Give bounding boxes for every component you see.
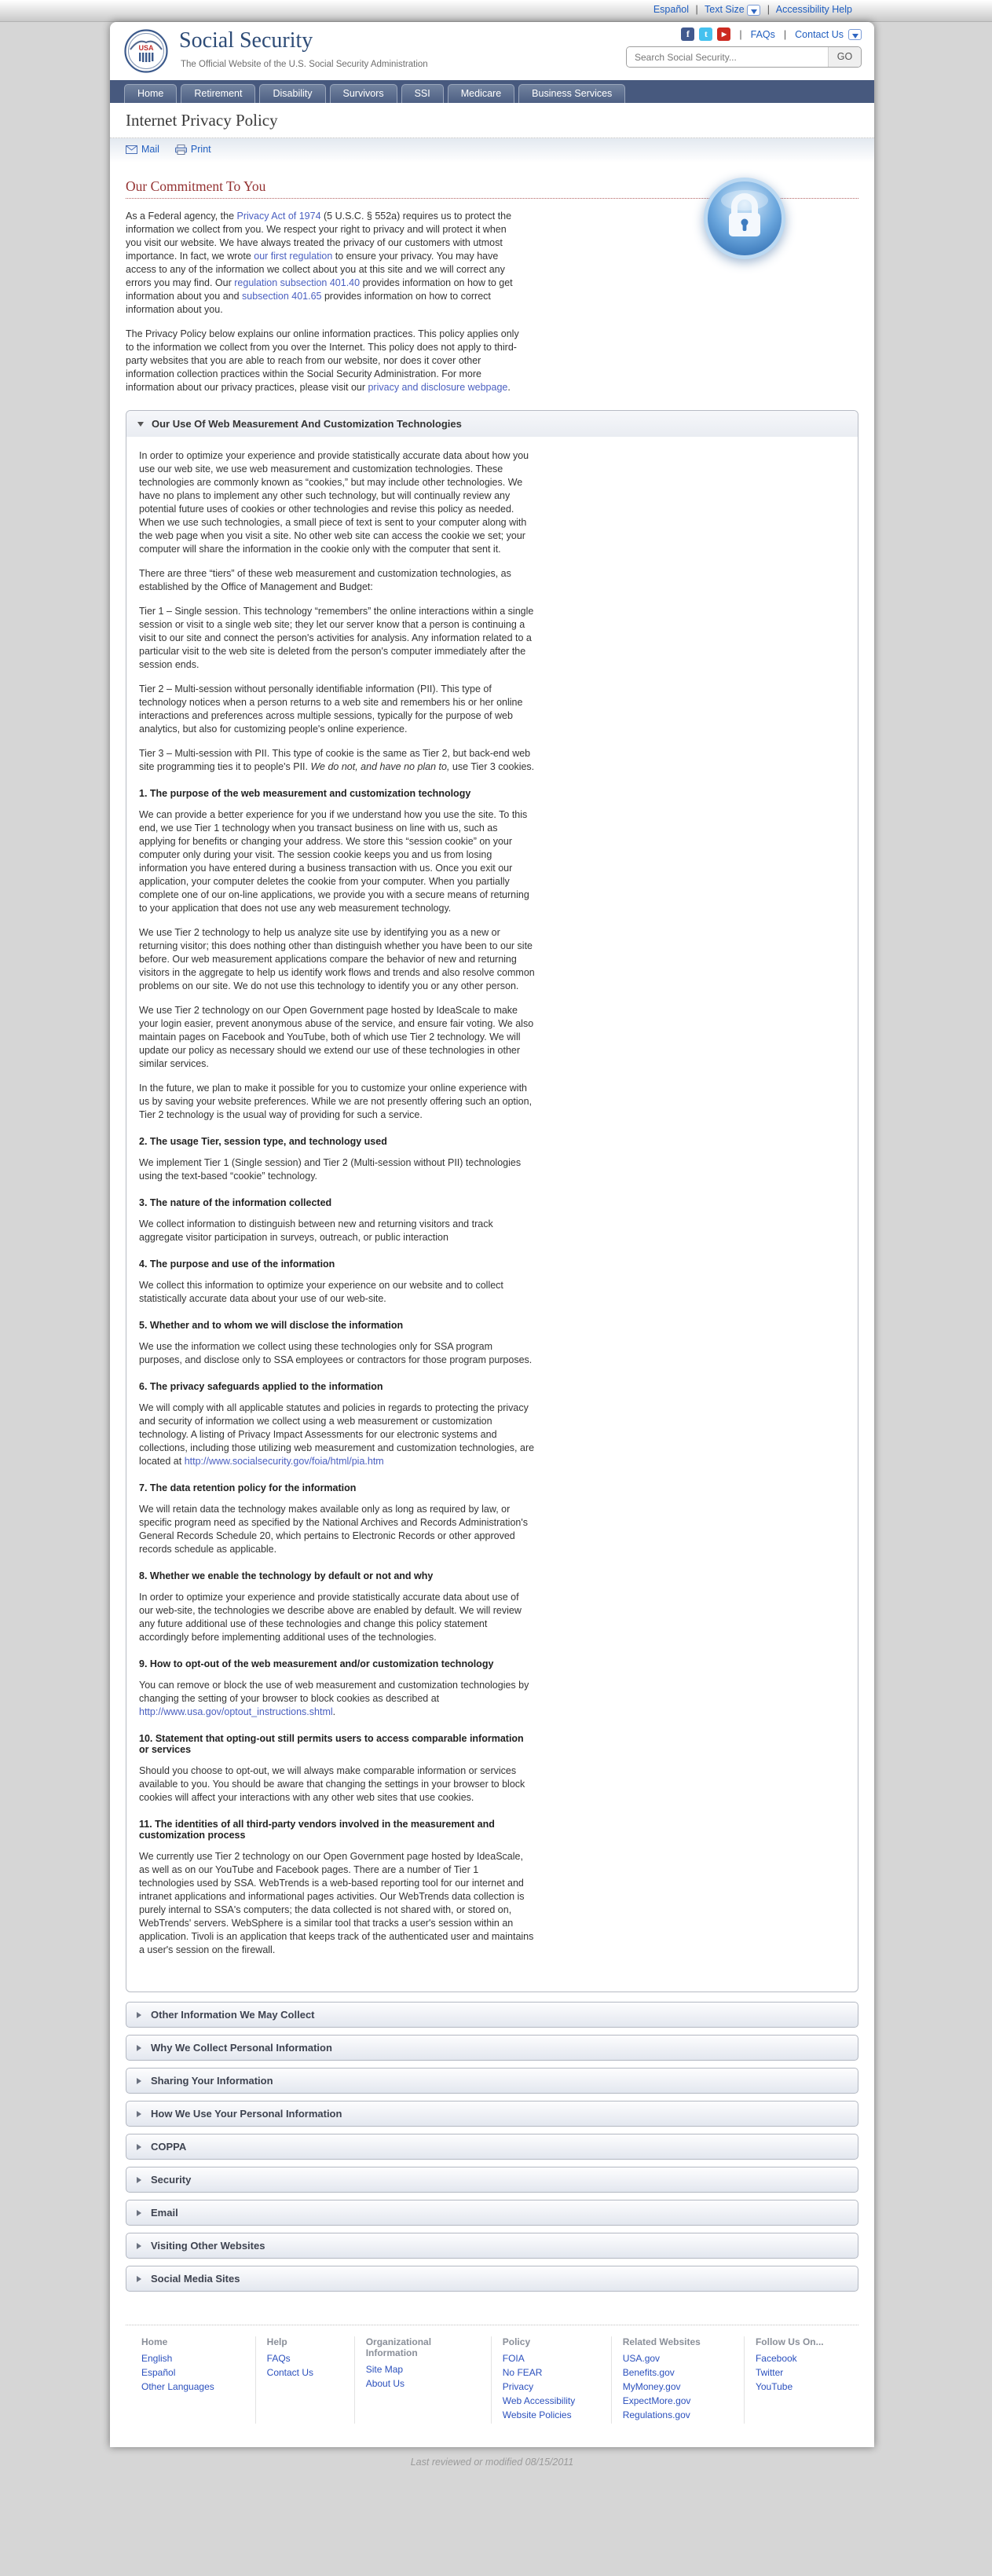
policy-paragraph xyxy=(139,808,536,915)
nav-tab-home[interactable]: Home xyxy=(124,84,177,103)
nav-tab-medicare[interactable]: Medicare xyxy=(448,84,514,103)
separator: | xyxy=(695,4,698,15)
policy-paragraph xyxy=(139,605,536,672)
policy-section-heading: 5. Whether and to whom we will disclose the information xyxy=(139,1320,404,1331)
footer-link-other-languages[interactable]: Other Languages xyxy=(141,2381,214,2392)
text-run: We do not, and have no plan to, xyxy=(310,761,450,772)
separator: | xyxy=(739,28,742,40)
accordion-item-coppa[interactable] xyxy=(126,2134,858,2160)
footer-link-twitter[interactable]: Twitter xyxy=(755,2367,784,2378)
text-run: to ensure your privacy. You may have access to any of the information we collect about you at this site and we will correct any errors you may find. Our xyxy=(126,251,505,288)
policy-section-heading: 6. The privacy safeguards applied to the information xyxy=(139,1381,383,1392)
footer-column xyxy=(354,2336,491,2424)
nav-tab-disability[interactable]: Disability xyxy=(259,84,325,103)
footer-column xyxy=(744,2336,843,2424)
footer-column-heading: Related Websites xyxy=(622,2336,701,2347)
footer-link-foia[interactable]: FOIA xyxy=(502,2353,525,2364)
mail-icon xyxy=(126,145,137,154)
accordion-title: Our Use Of Web Measurement And Customization Technologies xyxy=(152,418,462,430)
text-size-link[interactable]: Text Size xyxy=(705,4,745,15)
text-run: use Tier 3 cookies. xyxy=(449,761,535,772)
svg-text:USA: USA xyxy=(138,44,154,52)
text-size-dropdown-icon[interactable] xyxy=(747,5,760,16)
twitter-icon[interactable]: t xyxy=(699,27,712,41)
footer-link-usa-gov[interactable]: USA.gov xyxy=(622,2353,661,2364)
top-links xyxy=(110,0,874,16)
policy-paragraph xyxy=(139,1764,536,1805)
padlock-icon xyxy=(703,177,786,260)
text-run: In the future, we plan to make it possible for you to customize your online experience with us by saving your website preferences. While we are not presently offering such an option, Tier 2 technology is the usual way of providing for such a service. xyxy=(139,1083,533,1120)
accordion-label: Email xyxy=(151,2207,178,2219)
mail-label: Mail xyxy=(141,144,159,155)
text-run: The Privacy Policy below explains our online information practices. This policy applies only to the information we collect from you over the Internet. This policy does not apply to third-party websites that you are able to reach from our website, nor does it cover other information collection practices within the Social Security Administration. For more information about our privacy practices, please visit our xyxy=(126,328,519,393)
accordion-item-sharing-your-information[interactable] xyxy=(126,2068,858,2094)
footer-column xyxy=(141,2336,255,2424)
site-footer xyxy=(126,2325,858,2447)
text-run: (5 U.S.C. § 552a) requires us to protect the information we collect from you. We respect your right to privacy and will protect it when you visit our website. We have always treated the privacy of our customers with utmost importance. In fact, we wrote xyxy=(126,211,512,262)
accordion-label: Other Information We May Collect xyxy=(151,2009,315,2021)
text-run: We collect information to distinguish between new and returning visitors and track aggregate visitor participation in surveys, outreach, or public interaction xyxy=(139,1218,493,1243)
last-reviewed-text: Last reviewed or modified 08/15/2011 xyxy=(410,2457,574,2468)
text-run: In order to optimize your experience and provide statistically accurate data about how you use our web site, we use web measurement and customization technologies. These technologies are commonly known as “cookies,” but may include other technologies. We have no plans to implement any other such technology, but will continually review any potential future uses of cookies or other technologies and revise this policy as needed. xyxy=(139,450,529,515)
text-run: We use Tier 2 technology on our Open Government page hosted by IdeaScale to make your login easier, prevent anonymous abuse of the service, and ensure fair voting. We also maintain pages on Facebook and YouTube, both of which use Tier 2 technology. We will update our policy as necessary should we extend our use of these technologies in other similar services. xyxy=(139,1005,534,1069)
policy-section-heading: 8. Whether we enable the technology by default or not and why xyxy=(139,1570,434,1581)
triangle-down-icon xyxy=(137,422,144,427)
text-run: We implement Tier 1 (Single session) and Tier 2 (Multi-session without PII) technologies using the text-based “cookie” technology. xyxy=(139,1157,522,1182)
site-subtitle: The Official Website of the U.S. Social Security Administration xyxy=(181,60,428,69)
footer-link-no-fear[interactable]: No FEAR xyxy=(502,2367,543,2378)
policy-paragraph xyxy=(139,449,536,556)
inline-link[interactable]: regulation subsection 401.40 xyxy=(234,277,361,288)
accordion-item-visiting-other-websites[interactable] xyxy=(126,2233,858,2259)
text-run: . xyxy=(332,1706,336,1717)
policy-paragraph xyxy=(139,1082,536,1122)
text-run: We use the information we collect using these technologies only for SSA program purposes, and disclose only to SSA employees or contractors for those program purposes. xyxy=(139,1341,533,1365)
policy-paragraph xyxy=(139,567,536,594)
footer-link-facebook[interactable]: Facebook xyxy=(755,2353,797,2364)
policy-section-heading: 1. The purpose of the web measurement and customization technology xyxy=(139,788,471,799)
text-run: We collect this information to optimize your experience on our website and to collect statistically accurate data about your use of our web-site. xyxy=(139,1280,503,1304)
footer-column-heading: Help xyxy=(266,2336,287,2347)
policy-paragraph xyxy=(139,1004,536,1071)
policy-paragraph xyxy=(139,926,536,993)
footer-link-regulations-gov[interactable]: Regulations.gov xyxy=(622,2409,690,2420)
footer-link-website-policies[interactable]: Website Policies xyxy=(502,2409,572,2420)
search-go-button[interactable]: GO xyxy=(828,47,861,67)
policy-paragraph xyxy=(139,1156,536,1183)
policy-paragraph xyxy=(139,747,536,774)
policy-paragraph xyxy=(139,1591,536,1644)
accordion-label: Sharing Your Information xyxy=(151,2075,273,2087)
triangle-right-icon xyxy=(137,2045,141,2051)
mail-link[interactable] xyxy=(126,144,159,155)
policy-section-heading: 2. The usage Tier, session type, and technology used xyxy=(139,1136,387,1147)
triangle-right-icon xyxy=(137,2144,141,2150)
text-run: We will retain data the technology makes available only as long as required by law, or specific program need as specified by the National Archives and Records Administration's General Records Schedule 20, which pertains to Electronic Records or other approved records schedule as applicable. xyxy=(139,1504,529,1555)
text-run: You can remove or block the use of web measurement and customization technologies by changing the setting of your browser to block cookies as described at xyxy=(139,1680,529,1704)
ssa-seal-logo xyxy=(124,29,168,73)
footer-link-about-us[interactable]: About Us xyxy=(365,2378,405,2389)
footer-link-espa-ol[interactable]: Español xyxy=(141,2367,176,2378)
policy-paragraph xyxy=(139,1850,536,1957)
page-title: Internet Privacy Policy xyxy=(110,103,874,138)
text-run: Tier 1 – Single session. This technology “remembers” the online interactions within a single session or visit to a single web site; they let our server know that a person is continuing a visit to our site and connect the person's activities for analysis. Any information related to a particular visit to the web site is deleted from the person's computer immediately after the session ends. xyxy=(139,606,534,670)
policy-section-heading: 3. The nature of the information collected xyxy=(139,1197,332,1208)
footer-link-mymoney-gov[interactable]: MyMoney.gov xyxy=(622,2381,681,2392)
accordion-body xyxy=(126,437,858,1992)
accordion-item-how-we-use-your-personal-information[interactable] xyxy=(126,2101,858,2127)
policy-section-heading: 10. Statement that opting-out still permits users to access comparable information or services xyxy=(139,1733,524,1755)
espanol-link[interactable]: Español xyxy=(653,4,690,15)
intro-paragraph xyxy=(126,328,522,394)
text-run: There are three “tiers” of these web measurement and customization technologies, as established by the Office of Management and Budget: xyxy=(139,568,511,592)
text-run: We currently use Tier 2 technology on our Open Government page hosted by IdeaScale, as well as on our YouTube and Facebook pages. There are a number of Tier 1 technologies used by SSA. WebTrends is a web-based reporting tool for our internet and intranet applications and informational pages activities. Our WebTrends data collection is purely internal to SSA's computers; the data collected is not shared with, or stored on, WebTrends' servers. WebSphere is a similar tool that tracks a user's session within an application. Tivoli is an application that keeps track of the authenticated user and maintains a user's session on the firewall. xyxy=(139,1851,534,1955)
footer-link-benefits-gov[interactable]: Benefits.gov xyxy=(622,2367,675,2378)
policy-section-heading: 11. The identities of all third-party vendors involved in the measurement and customization process xyxy=(139,1819,495,1841)
footer-link-privacy[interactable]: Privacy xyxy=(502,2381,534,2392)
inline-link[interactable]: privacy and disclosure webpage xyxy=(368,382,508,393)
search-box xyxy=(626,46,862,68)
accessibility-help-link[interactable]: Accessibility Help xyxy=(775,4,852,15)
policy-section-heading: 7. The data retention policy for the information xyxy=(139,1482,357,1493)
page-card xyxy=(110,22,874,2447)
policy-paragraph xyxy=(139,1503,536,1556)
triangle-right-icon xyxy=(137,2078,141,2084)
site-title: Social Security xyxy=(179,28,313,53)
policy-paragraph xyxy=(139,1340,536,1367)
text-run: As a Federal agency, the xyxy=(126,211,237,222)
policy-section-heading: 4. The purpose and use of the information xyxy=(139,1259,335,1270)
triangle-right-icon xyxy=(137,2177,141,2183)
contact-us-dropdown-icon[interactable] xyxy=(848,29,862,40)
policy-section-heading: 9. How to opt-out of the web measurement and/or customization technology xyxy=(139,1658,494,1669)
print-icon xyxy=(175,145,187,155)
accordion-item-email[interactable] xyxy=(126,2200,858,2226)
footer-link-english[interactable]: English xyxy=(141,2353,173,2364)
policy-paragraph xyxy=(139,1679,536,1719)
nav-tab-ssi[interactable]: SSI xyxy=(401,84,444,103)
accordion-item-security[interactable] xyxy=(126,2167,858,2193)
accordion-web-measurement xyxy=(126,410,858,1992)
footer-column xyxy=(255,2336,354,2424)
text-run: provides information on how to correct information about you. xyxy=(126,291,491,315)
triangle-right-icon xyxy=(137,2012,141,2018)
accordion-label: How We Use Your Personal Information xyxy=(151,2108,342,2120)
faqs-link[interactable]: FAQs xyxy=(750,28,775,40)
accordion-header-web-measurement[interactable] xyxy=(126,411,858,437)
footer-link-youtube[interactable]: YouTube xyxy=(755,2381,793,2392)
top-utility-strip xyxy=(0,0,992,22)
text-run: We use Tier 2 technology to help us analyze site use by identifying you as a new or returning visitor; this does nothing other than distinguish whether you have been to our site before. Our web measurement applications compare the behavior of new and returning visitors in the aggregate to help us identify work flows and trends and also resolve common problems on our site. We do not use this technology to identify you or any other person. xyxy=(139,927,535,991)
triangle-right-icon xyxy=(137,2210,141,2216)
footer-link-expectmore-gov[interactable]: ExpectMore.gov xyxy=(622,2395,691,2406)
site-header xyxy=(110,22,874,80)
nav-tab-business-services[interactable]: Business Services xyxy=(518,84,625,103)
footer-link-site-map[interactable]: Site Map xyxy=(365,2364,404,2375)
accordion-label: Why We Collect Personal Information xyxy=(151,2042,332,2054)
contact-us-link[interactable]: Contact Us xyxy=(795,28,844,40)
commitment-heading: Our Commitment To You xyxy=(126,178,858,199)
accordion-item-why-we-collect-personal-information[interactable] xyxy=(126,2035,858,2061)
accordion-label: COPPA xyxy=(151,2141,187,2153)
main-content xyxy=(110,163,874,2447)
print-label: Print xyxy=(190,144,211,155)
footer-column xyxy=(491,2336,611,2424)
triangle-right-icon xyxy=(137,2111,141,2117)
search-input[interactable] xyxy=(627,47,828,67)
collapsed-accordion-list xyxy=(126,2002,858,2292)
inline-link[interactable]: subsection 401.65 xyxy=(242,291,322,302)
footer-column-heading: Organizational Information xyxy=(365,2336,432,2358)
youtube-icon[interactable]: ▶ xyxy=(717,27,730,41)
inline-link[interactable]: http://www.usa.gov/optout_instructions.shtml xyxy=(139,1706,333,1717)
footer-link-web-accessibility[interactable]: Web Accessibility xyxy=(502,2395,576,2406)
footer-link-contact-us[interactable]: Contact Us xyxy=(266,2367,314,2378)
text-run: In order to optimize your experience and provide statistically accurate data about use of our web-site, the technologies we describe above are enabled by default. We will review any future additional use of these technologies and change this policy statement accordingly before implementing additional uses of the technologies. xyxy=(139,1592,522,1643)
policy-paragraph xyxy=(139,1402,536,1468)
text-run: We can provide a better experience for you if we understand how you use the site. To this end, we use Tier 1 technology when you transact business on line with us, such as applying for benefits or changing your address. We store this “session cookie” on your computer only during your visit. The session cookie keeps you and us from losing information you have entered during a business transaction with us. Once you exit our application, your computer deletes the cookie from your computer. When you partially complete one of our on-line applications, we provide you with a secure means of returning to your application that does not use any web measurement technology. xyxy=(139,809,529,914)
header-right xyxy=(626,27,862,68)
triangle-right-icon xyxy=(137,2243,141,2249)
text-run: When we use such technologies, a small piece of text is sent to your computer along with the web page when you visit a site. No other web site can access the cookie we set; your computer will share the information in the cookie only with the computer that sent it. xyxy=(139,517,527,555)
footer-column-heading: Home xyxy=(141,2336,168,2347)
triangle-right-icon xyxy=(137,2276,141,2282)
policy-paragraph xyxy=(139,1218,536,1244)
text-run: Tier 2 – Multi-session without personally identifiable information (PII). This type of technology notices when a person returns to a web site and remembers his or her online interactions and preferences across multiple sessions, typically for the purpose of web analytics, but also for customizing people's online experience. xyxy=(139,683,523,735)
facebook-icon[interactable]: f xyxy=(681,27,694,41)
policy-paragraph xyxy=(139,683,536,736)
text-run: provides information on how to get information about you and xyxy=(126,277,513,302)
inline-link[interactable]: http://www.socialsecurity.gov/foia/html/pia.htm xyxy=(184,1456,384,1467)
print-link[interactable] xyxy=(175,144,211,155)
nav-tab-retirement[interactable]: Retirement xyxy=(181,84,255,103)
accordion-item-other-information-we-may-collect[interactable] xyxy=(126,2002,858,2028)
separator: | xyxy=(767,4,770,15)
primary-nav xyxy=(110,80,874,103)
footer-column-heading: Follow Us On... xyxy=(755,2336,824,2347)
text-run: We will comply with all applicable statutes and policies in regards to protecting the privacy and security of information we collect using a web measurement or customization technology. A listing of Privacy Impact Assessments for our electronic systems and collections, including those utilizing web measurement and customization technologies, are located at xyxy=(139,1402,535,1467)
accordion-label: Social Media Sites xyxy=(151,2273,240,2285)
page-tools xyxy=(110,138,874,163)
social-row xyxy=(626,27,862,41)
intro-paragraph xyxy=(126,210,522,317)
footer-column xyxy=(611,2336,744,2424)
nav-tab-survivors[interactable]: Survivors xyxy=(330,84,397,103)
inline-link[interactable]: Privacy Act of 1974 xyxy=(236,211,321,222)
inline-link[interactable]: our first regulation xyxy=(254,251,333,262)
accordion-label: Visiting Other Websites xyxy=(151,2240,265,2252)
footer-link-faqs[interactable]: FAQs xyxy=(266,2353,291,2364)
accordion-label: Security xyxy=(151,2174,192,2186)
privacy-lock-graphic xyxy=(703,177,786,260)
text-run: Tier 3 – Multi-session with PII. This type of cookie is the same as Tier 2, but back-end web site programming ties it to people's PII. xyxy=(139,748,531,772)
text-run: Should you choose to opt-out, we will always make comparable information or services available to you. You should be aware that changing the settings in your browser to block cookies will affect your interactions with any other web sites that use cookies. xyxy=(139,1765,525,1803)
policy-paragraph xyxy=(139,1279,536,1306)
accordion-item-social-media-sites[interactable] xyxy=(126,2266,858,2292)
separator: | xyxy=(783,28,787,40)
text-run: . xyxy=(507,382,511,393)
footer-column-heading: Policy xyxy=(502,2336,531,2347)
